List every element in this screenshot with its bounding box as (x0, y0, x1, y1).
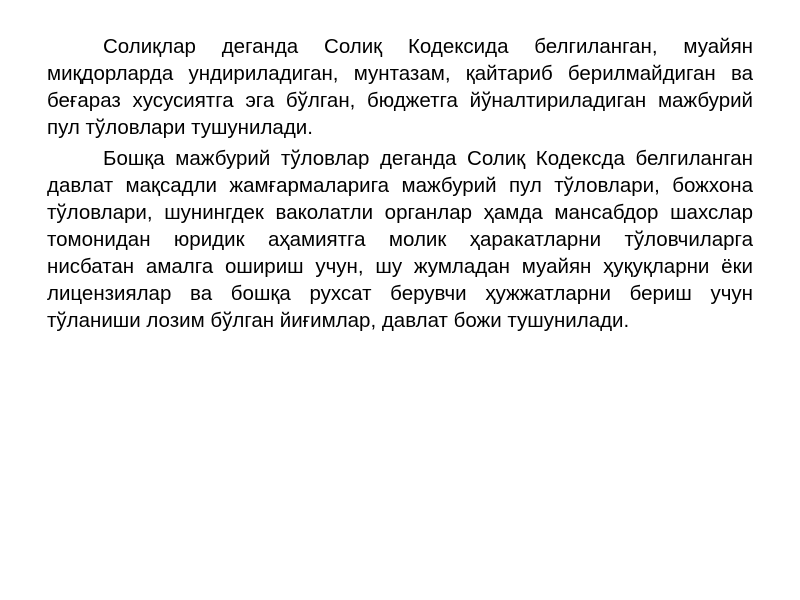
paragraph-other-payments-definition: Бошқа мажбурий тўловлар деганда Солиқ Кодексда белгиланган давлат мақсадли жамғармаларига мажбурий пул тўловлари, божхона тўловлари, шунингдек ваколатли органлар ҳамда мансабдор шахслар томонидан юридик аҳамиятга молик ҳаракатларни тўловчиларга нисбатан амалга ошириш учун, шу жумладан муайян ҳуқуқларни ёки лицензиялар ва бошқа рухсат берувчи ҳужжатларни бериш учун тўланиши лозим бўлган йиғимлар, давлат божи тушунилади. (47, 147, 753, 332)
paragraph-taxes-definition: Солиқлар деганда Солиқ Кодексида белгиланган, муайян миқдорларда ундириладиган, мунтазам, қайтариб берилмайдиган ва беғараз хусусиятга эга бўлган, бюджетга йўналтириладиган мажбурий пул тўловлари тушунилади. (47, 35, 753, 139)
